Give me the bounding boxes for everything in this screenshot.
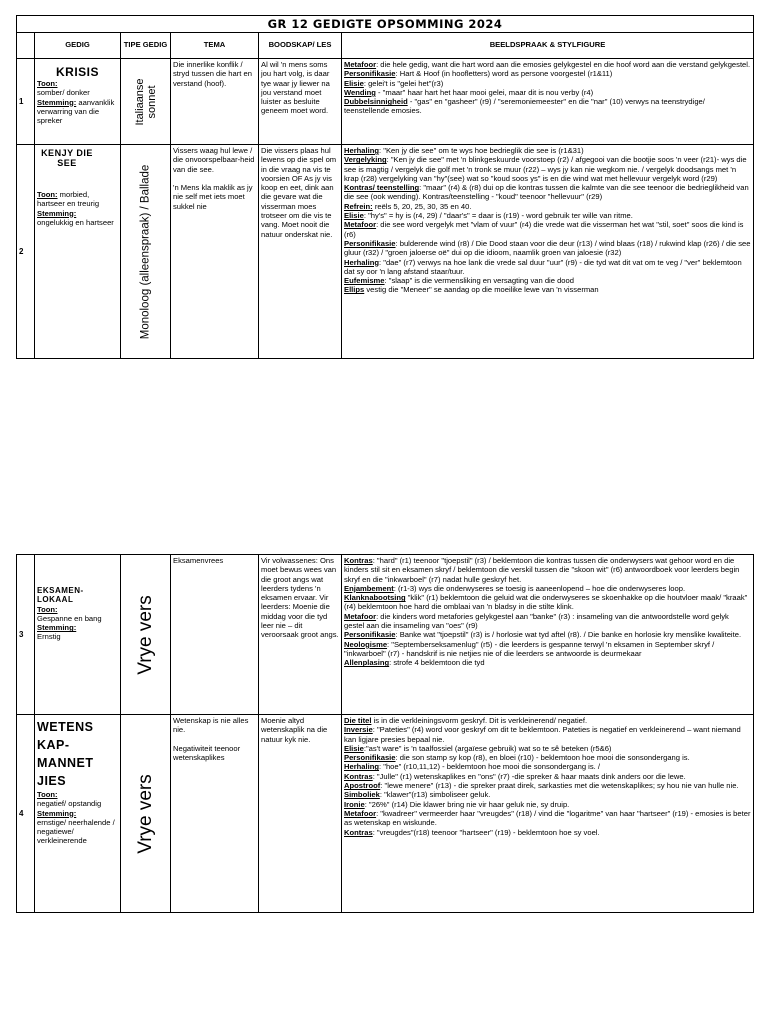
- figure-item: Metafoor: "kwadreer" vermeerder haar "vreugdes" (r18) / vind die "logaritme" van haar "hartseer" (r19) - emosies is beter as wetenskap en wiskunde.: [344, 808, 751, 828]
- stemming-value: aanvanklik verwarring van die spreker: [37, 97, 115, 126]
- toon-value: morbied, hartseer en treurig: [37, 190, 100, 209]
- figure-item: Personifikasie: Banke wat "tjoepstil" (r3) is / horlosie wat tyd aftel (r8). / Die banke en horlosie kry menslike kwaliteite.: [344, 630, 742, 640]
- table-row: [17, 715, 754, 913]
- header-num: [17, 33, 35, 59]
- poem-name: KENJY DIE SEE: [41, 148, 93, 168]
- header-tipe: TIPE GEDIG: [121, 33, 171, 59]
- figure-item: Herhaling: "Ken jy die see" om te wys hoe bedrieglik die see is (r1&31): [344, 146, 584, 155]
- table-row: [17, 145, 754, 359]
- poem-type: Monoloog (alleenspraak) / Ballade: [138, 164, 151, 339]
- tema-cell: Wetenskap is nie alles nie. Negatiwiteit teenoor wetenskaplikes: [171, 715, 259, 913]
- figure-item: Eufemisme: "slaap" is die vermensliking en versagting van die dood: [344, 276, 574, 286]
- tema-cell: Vissers waag hul lewe / die onvoorspelbaar-heid van die see. 'n Mens kla maklik as jy nie self met iets moet sukkel nie: [171, 145, 259, 359]
- header-beeld: BEELDSPRAAK & STYLFIGURE: [342, 33, 754, 59]
- header-tema: TEMA: [171, 33, 259, 59]
- summary-table-bottom: [16, 554, 754, 913]
- stemming-value: Ernstig: [37, 632, 61, 642]
- boodskap-cell: Die vissers plaas hul lewens op die spel om in die vraag na vis te voorsien OF As jy vis koop en eet, dink aan die gevare wat die visserman moes trotseer om die vis te vang. Moet nooit die natuur onderskat nie.: [259, 145, 342, 359]
- poem-name: EKSAMEN-LOKAAL: [37, 586, 84, 605]
- poem-cell: [35, 59, 121, 145]
- figure-item: Refrein: reëls 5, 20, 25, 30, 35 en 40.: [344, 201, 472, 211]
- stemming-label: Stemming:: [37, 808, 77, 818]
- figure-item: Wending - "maar" haar hart het haar mooi gelei, maar dit is nou verby (r4): [344, 87, 594, 97]
- figure-item: Ellips vestig die "Meneer" se aandag op die moeilike lewe van 'n visserman: [344, 285, 599, 295]
- figures-cell: [342, 145, 754, 359]
- toon-label: Toon:: [37, 790, 58, 799]
- page-title: GR 12 GEDIGTE OPSOMMING 2024: [17, 16, 754, 33]
- figure-item: Personifikasie: die son stamp sy kop (r8), en bloei (r10) - beklemtoon hoe mooi die sonsondergang is.: [344, 753, 690, 763]
- figure-item: Simboliek: "klawer"(r13) simboliseer geluk.: [344, 790, 491, 800]
- figure-item: Metafoor: die kinders word metafories gelykgestel aan "banke" (r3) : insameling van die antwoordstelle word gelyk gestel aan die insameling van "oes" (r9): [344, 611, 729, 631]
- header-gedig: GEDIG: [35, 33, 121, 59]
- figure-item: Elisie: "hy's" = hy is (r4, 29) / "daar's" = daar is (r19) - word gebruik ter wille van ritme.: [344, 211, 633, 221]
- figure-item: Kontras: "vreugdes"(r18) teenoor "hartseer" (r19) - beklemtoon hoe sy voel.: [344, 827, 600, 837]
- figures-cell: [342, 715, 754, 913]
- figure-item: Allenplasing: strofe 4 beklemtoon die tyd: [344, 658, 485, 668]
- row-number: 1: [17, 59, 35, 145]
- stemming-label: Stemming:: [37, 208, 77, 218]
- figure-item: Inversie: "Pateties" (r4) word voor geskryf om dit te beklemtoon. Pateties is negatief en verkleinerend – want niemand kan ligjare presies bepaal nie.: [344, 725, 741, 744]
- boodskap-cell: Moenie altyd wetenskaplik na die natuur kyk nie.: [259, 715, 342, 913]
- row-number: 4: [17, 715, 35, 913]
- type-cell: [121, 59, 171, 145]
- figures-cell: [342, 59, 754, 145]
- type-cell: [121, 555, 171, 715]
- figure-item: Ironie: "26%" (r14) Die klawer bring nie vir haar geluk nie, sy druip.: [344, 799, 570, 809]
- toon-label: Toon:: [37, 190, 58, 199]
- boodskap-cell: Vir volwassenes: Ons moet bewus wees van die groot angs wat leerders tydens 'n eksamen ervaar. Vir leerders: Moenie die middag voor die tyd leer nie – dit veroorsaak groot angs.: [259, 555, 342, 715]
- row-number: 2: [17, 145, 35, 359]
- figure-item: Personifikasie: Hart & Hoof (in hoofletters) word as persone voorgestel (r1&11): [344, 69, 613, 79]
- boodskap-cell: Al wil 'n mens soms jou hart volg, is daar tye waar jy liewer na jou verstand moet luister as besluite geneem moet word.: [259, 59, 342, 145]
- figure-item: Dubbelsinnigheid - "gas" en "gasheer" (r9) / "seremoniemeester" en die "nar" (10) verwys na teenstrydige/ teenstellende emosies.: [344, 97, 705, 116]
- poem-name: KRISIS: [55, 65, 99, 79]
- figure-item: Metafoor: die hele gedig, want die hart word aan die emosies gelykgestel en die hoof word aan die verstand gelykgestel.: [344, 60, 751, 69]
- toon-label: Toon:: [37, 79, 58, 88]
- figure-item: Herhaling: "hoe" (r10,11,12) - beklemtoon hoe mooi die sonsondergang is. /: [344, 762, 600, 772]
- figures-cell: [342, 555, 754, 715]
- figure-item: Herhaling: "dae" (r7) verwys na hoe lank die vrede sal duur "uur" (r9) - die tyd wat dit vat om te veg / "ver" beklemtoon dat sy oor 'n lang afstand staar/tuur.: [344, 257, 742, 276]
- row-number: 3: [17, 555, 35, 715]
- poem-cell: [35, 555, 121, 715]
- header-boodskap: BOODSKAP/ LES: [259, 33, 342, 59]
- poem-name: WETENS KAP-MANNET JIES: [37, 720, 94, 788]
- stemming-label: Stemming:: [37, 97, 77, 107]
- tema-cell: Die innerlike konflik / stryd tussen die hart en verstand (hoof).: [171, 59, 259, 145]
- figure-item: Klanknabootsing "klik" (r1) beklemtoon die geluid wat die onderwyseres se skoenhakke op die houtvloer maak/ "kraak" (r4) beklemtoon hoe hard die omblaai van 'n bladsy in die stilte klink.: [344, 593, 748, 612]
- figure-item: Kontras: "hard" (r1) teenoor "tjoepstil" (r3) / beklemtoon die kontras tussen die onderwysers wat gehoor word en die kinders stil sit en eksamen skryf / beklemtoon die verskil tussen die "skoon wit" (r6) antwoordboek voor leerders begin skryf en die "inkwarboel" (r7) nadat hulle geskryf het.: [344, 556, 740, 584]
- figure-item: Elisie:"as't ware" is 'n taalfossiel (argaïese gebruik) wat so te sê beteken (r5&6): [344, 743, 612, 753]
- figure-item: Kontras: "Julle" (r1) wetenskaplikes en "ons" (r7) -die spreker & haar maats dink anders oor die lewe.: [344, 771, 686, 781]
- tema-cell: Eksamenvrees: [171, 555, 259, 715]
- poem-cell: [35, 145, 121, 359]
- table-row: [17, 59, 754, 145]
- type-cell: [121, 145, 171, 359]
- table-row: [17, 555, 754, 715]
- figure-item: Apostroof: "lewe menere" (r13) - die spreker praat direk, sarkasties met die wetenskaplikes; sy hou nie van hulle nie.: [344, 781, 739, 791]
- stemming-value: ernstige/ neerhalende / negatiewe/ verkleinerende: [37, 817, 115, 846]
- stemming-value: ongelukkig en hartseer: [37, 217, 114, 227]
- poem-type: Italiaanse sonnet: [133, 77, 158, 126]
- type-cell: [121, 715, 171, 913]
- toon-value: Gespanne en bang: [37, 613, 102, 623]
- figure-item: Elisie: gelei't is "gelei het"(r3): [344, 78, 444, 88]
- figure-item: Vergelyking: "Ken jy die see" met 'n blinkgeskuurde voorstoep (r2) / afgegooi van die bootjie soos 'n veer (r21)- wys die see is magtig / vergelyk die golf met 'n tronk se muur (r22) – wys jy kan nie wegkom nie. / vergelyk doodsangs met 'n krap (r28) vergelyking van "hy"(see) wat so "koud soos ys" is en die wind wat met hellevuur vergelyk word (r29): [344, 155, 747, 183]
- poem-type: Vrye vers: [134, 594, 156, 675]
- stemming-label: Stemming:: [37, 623, 77, 633]
- figure-item: Neologisme: "Septemberseksamenlug" (r5) - die leerders is gespanne terwyl 'n eksamen in September skryf / "inkwarboel" (r7) - handskrif is nie netjies nie of die leerders se antwoorde is deurmekaar: [344, 639, 715, 658]
- figure-item: Metafoor: die see word vergelyk met "vlam of vuur" (r4) die vrede wat die visserman het wat "stil, soet" soos die kind is (r6): [344, 220, 744, 239]
- figure-item: Kontras/ teenstelling: "maar" (r4) & (r8) dui op die kontras tussen die kalmte van die see teenoor die bedrieglikheid van die see (ook wending). Kontras/teenstelling - "koud" teenoor "hellevuur" (r29): [344, 183, 749, 202]
- toon-value: somber/ donker: [37, 88, 90, 98]
- figure-item: Enjambement: (r1-3) wys die onderwyseres se toesig is aaneenlopend – hoe die onderwyseres loop.: [344, 583, 686, 593]
- toon-label: Toon:: [37, 604, 58, 614]
- figure-item: Die titel is in die verkleiningsvorm geskryf. Dit is verkleinerend/ negatief.: [344, 716, 588, 725]
- poem-cell: [35, 715, 121, 913]
- figure-item: Personifikasie: bulderende wind (r8) / Die Dood staan voor die deur (r13) / wind blaas (r18) / rukwind klap (r26) / die see gluur (r32) / "groen jaloerse oë" dui op die idioom, naamlik groen van jaloesie (r32): [344, 238, 751, 258]
- toon-value: negatief/ opstandig: [37, 799, 102, 809]
- summary-table-top: [16, 15, 754, 359]
- poem-type: Vrye vers: [134, 773, 156, 854]
